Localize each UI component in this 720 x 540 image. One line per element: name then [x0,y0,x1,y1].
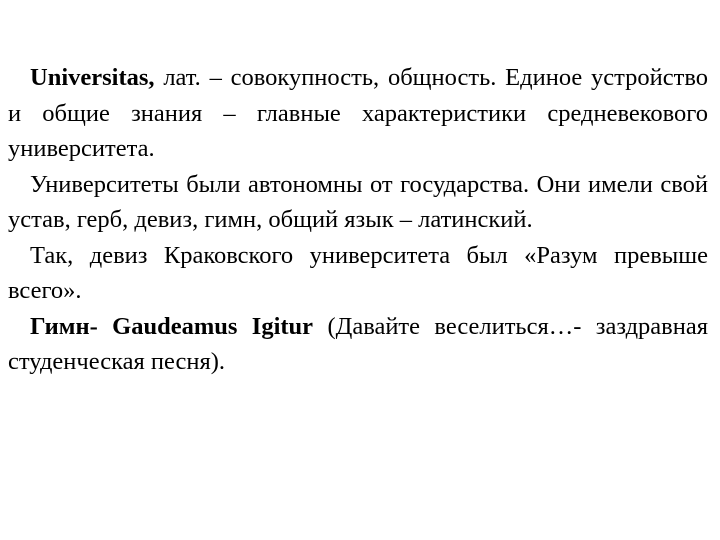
motto-text: Так, девиз Краковского университета был «Разум превыше всего». [8,241,708,304]
autonomy-text: Университеты были автономны от государства. Они имели свой устав, герб, девиз, гимн, общий язык – латинский. [8,170,708,233]
definition-text: лат. – совокупность, общность. Единое устройство и общие знания – главные характеристики средневекового университета. [8,64,708,162]
anthem-title: Гимн- Gaudeamus Igitur [30,312,314,340]
text-block [8,60,708,380]
paragraph-universitas [8,60,708,167]
term-universitas: Universitas, [30,64,155,91]
paragraph-motto [8,238,708,309]
paragraph-autonomy [8,167,708,238]
anthem-text: (Давайте веселиться…- заздравная студенческая песня). [8,312,708,375]
paragraph-anthem [8,309,708,380]
